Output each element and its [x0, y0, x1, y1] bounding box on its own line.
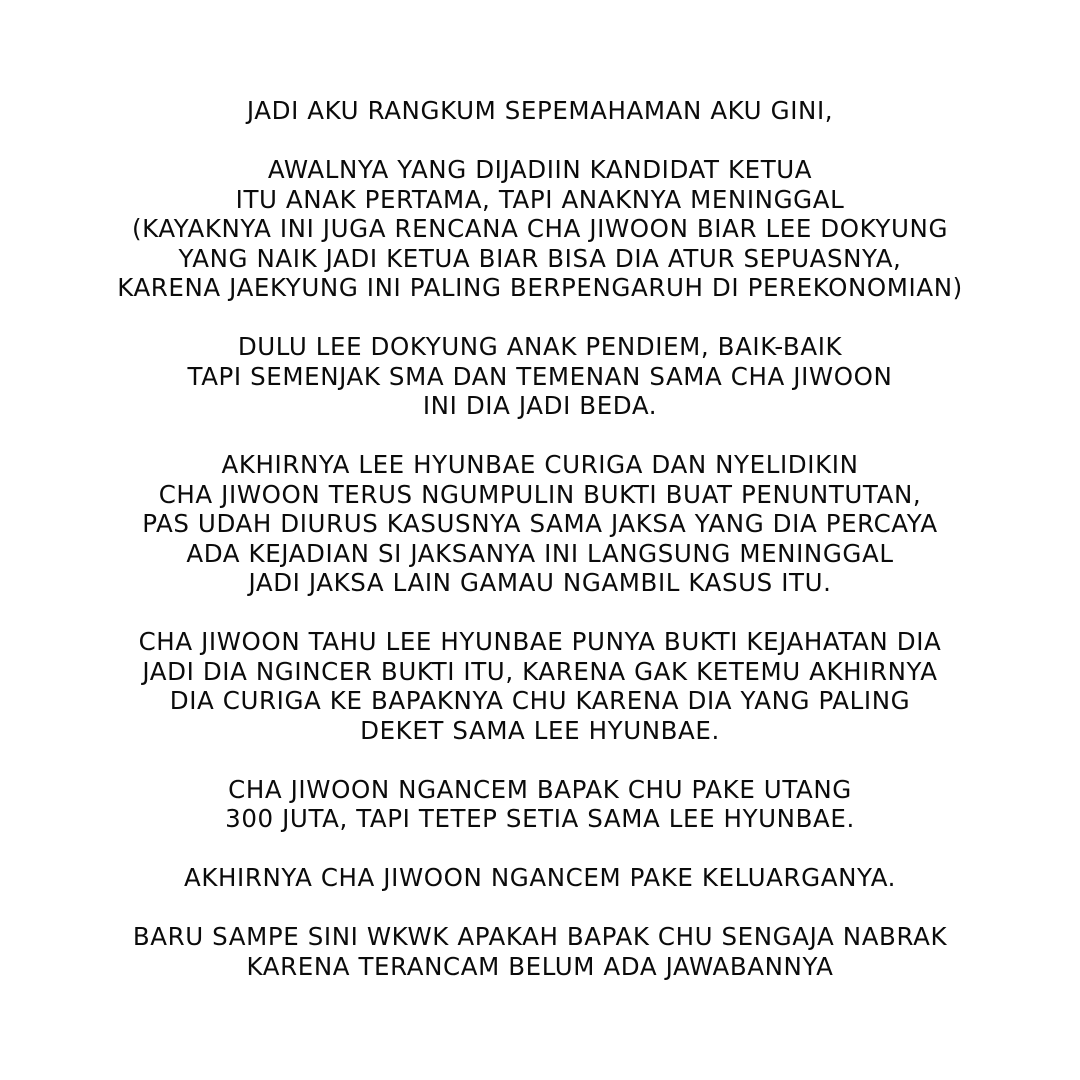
- paragraph-evidence: [0, 627, 1080, 745]
- text-line: TAPI SEMENJAK SMA DAN TEMENAN SAMA CHA JIWOON: [187, 361, 893, 391]
- paragraph-debt: [0, 775, 1080, 834]
- paragraph-family: [0, 863, 1080, 893]
- paragraph-hyunbae: [0, 450, 1080, 598]
- text-line: ADA KEJADIAN SI JAKSANYA INI LANGSUNG MENINGGAL: [186, 538, 894, 568]
- text-page: [0, 96, 1080, 1011]
- paragraph-ending: [0, 922, 1080, 981]
- text-line: PAS UDAH DIURUS KASUSNYA SAMA JAKSA YANG DIA PERCAYA: [142, 509, 938, 538]
- paragraph-intro: [0, 96, 1080, 126]
- text-line: DEKET SAMA LEE HYUNBAE.: [360, 715, 720, 745]
- text-line: KARENA JAEKYUNG INI PALING BERPENGARUH DI PEREKONOMIAN): [117, 273, 963, 302]
- text-line: (KAYAKNYA INI JUGA RENCANA CHA JIWOON BIAR LEE DOKYUNG: [131, 214, 949, 243]
- text-line: KARENA TERANCAM BELUM ADA JAWABANNYA: [246, 951, 834, 981]
- text-line: CHA JIWOON NGANCEM BAPAK CHU PAKE UTANG: [228, 774, 852, 804]
- text-line: AKHIRNYA CHA JIWOON NGANCEM PAKE KELUARGANYA.: [183, 863, 897, 892]
- text-line: AWALNYA YANG DIJADIIN KANDIDAT KETUA: [267, 155, 813, 184]
- paragraph-dokyung: [0, 332, 1080, 421]
- text-line: BARU SAMPE SINI WKWK APAKAH BAPAK CHU SENGAJA NABRAK: [132, 922, 948, 951]
- text-line: JADI AKU RANGKUM SEPEMAHAMAN AKU GINI,: [246, 96, 834, 125]
- text-line: CHA JIWOON TAHU LEE HYUNBAE PUNYA BUKTI KEJAHATAN DIA: [138, 627, 942, 656]
- text-line: JADI DIA NGINCER BUKTI ITU, KARENA GAK KETEMU AKHIRNYA: [142, 656, 938, 686]
- text-line: 300 JUTA, TAPI TETEP SETIA SAMA LEE HYUNBAE.: [225, 804, 855, 833]
- text-line: DIA CURIGA KE BAPAKNYA CHU KARENA DIA YANG PALING: [169, 686, 911, 715]
- text-line: YANG NAIK JADI KETUA BIAR BISA DIA ATUR SEPUASNYA,: [178, 243, 902, 273]
- text-line: AKHIRNYA LEE HYUNBAE CURIGA DAN NYELIDIKIN: [221, 450, 859, 479]
- text-line: INI DIA JADI BEDA.: [422, 391, 658, 420]
- text-line: ITU ANAK PERTAMA, TAPI ANAKNYA MENINGGAL: [235, 184, 845, 214]
- text-line: DULU LEE DOKYUNG ANAK PENDIEM, BAIK-BAIK: [237, 332, 843, 361]
- text-line: JADI JAKSA LAIN GAMAU NGAMBIL KASUS ITU.: [248, 568, 832, 597]
- text-line: CHA JIWOON TERUS NGUMPULIN BUKTI BUAT PENUNTUTAN,: [158, 479, 922, 509]
- paragraph-candidate: [0, 155, 1080, 303]
